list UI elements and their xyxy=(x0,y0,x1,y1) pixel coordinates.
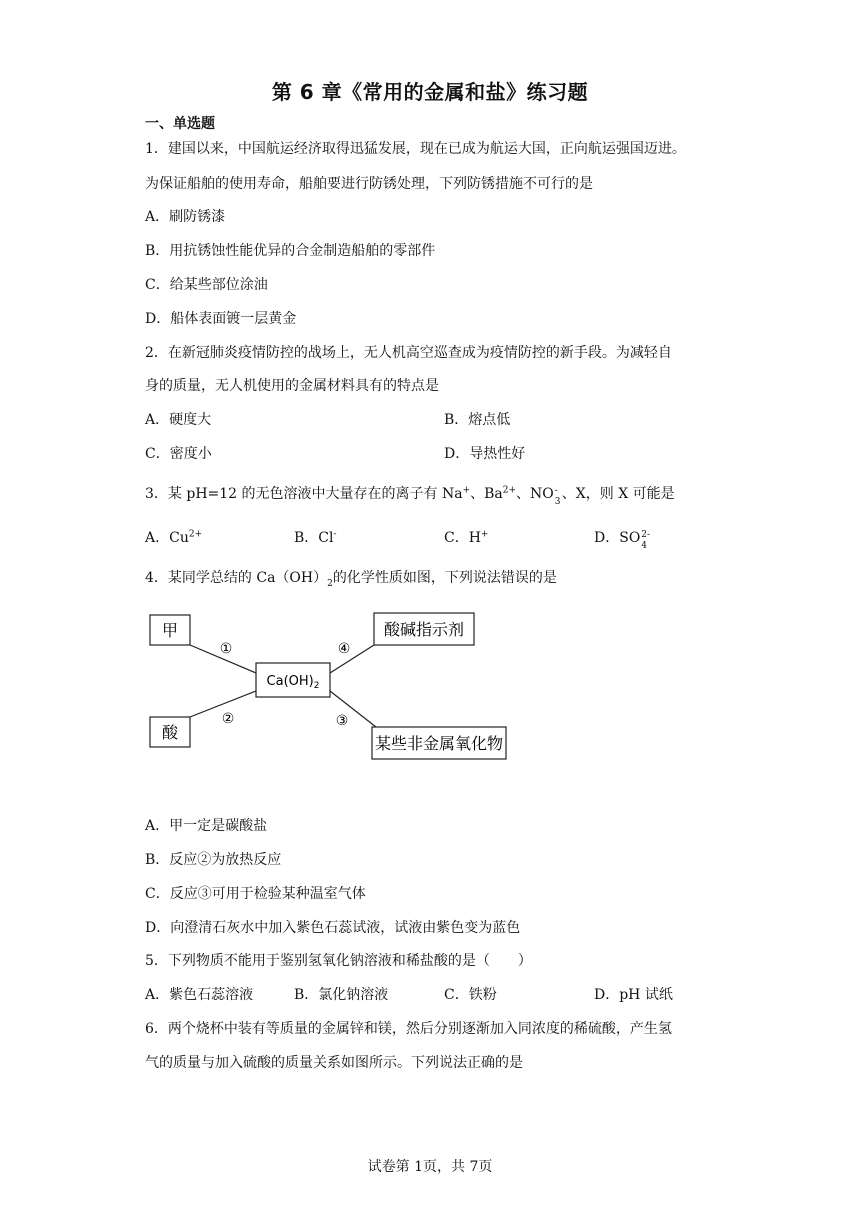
q3-stem-sep1: 、Ba xyxy=(470,486,503,502)
q5-option-d: D．pH 试纸 xyxy=(594,987,673,1003)
q2-stem-line2: 身的质量，无人机使用的金属材料具有的特点是 xyxy=(145,378,439,394)
q3-option-d xyxy=(594,528,651,551)
label-nonmetal-oxide: 某些非金属氧化物 xyxy=(374,734,504,753)
label-caoh2 xyxy=(267,674,320,691)
q4-stem-b: 的化学性质如图，下列说法错误的是 xyxy=(332,570,557,586)
q5-option-a: A．紫色石蕊溶液 xyxy=(145,987,254,1003)
q4-option-b: B．反应②为放热反应 xyxy=(145,852,282,868)
q3-option-d-subscript: 4 xyxy=(641,541,648,551)
q3-stem xyxy=(145,484,675,507)
q3-no3-scripts xyxy=(554,486,562,507)
q3-option-d-charge: 2- xyxy=(641,530,651,540)
q3-option-a-text: A．Cu xyxy=(145,530,189,546)
q4-option-c: C．反应③可用于检验某种温室气体 xyxy=(145,886,366,902)
q1-option-a: A．刷防锈漆 xyxy=(145,209,226,225)
q3-option-a-charge: 2+ xyxy=(188,529,203,540)
q2-option-d: D．导热性好 xyxy=(444,446,526,462)
q3-stem-suffix: 、X，则 X 可能是 xyxy=(561,486,675,502)
q6-stem-line2: 气的质量与加入硫酸的质量关系如图所示。下列说法正确的是 xyxy=(145,1055,523,1071)
q3-no3-subscript: 3 xyxy=(554,497,561,507)
page-title: 第 6 章《常用的金属和盐》练习题 xyxy=(271,80,589,104)
label-indicator: 酸碱指示剂 xyxy=(383,620,465,639)
q1-option-b: B．用抗锈蚀性能优异的合金制造船舶的零部件 xyxy=(145,243,436,259)
label-caoh2-sub: 2 xyxy=(313,681,320,691)
q3-option-c-text: C．H xyxy=(444,530,481,546)
marker-1: ① xyxy=(219,641,233,657)
q4-option-d: D．向澄清石灰水中加入紫色石蕊试液，试液由紫色变为蓝色 xyxy=(145,920,521,936)
q3-stem-sep2: 、NO xyxy=(516,486,554,502)
q3-option-d-scripts xyxy=(640,530,651,551)
marker-3: ③ xyxy=(335,713,349,729)
connector-4 xyxy=(330,645,374,673)
q1-option-d: D．船体表面镀一层黄金 xyxy=(145,311,297,327)
page-footer: 试卷第 1页，共 7页 xyxy=(367,1159,493,1175)
q2-stem-line1: 2．在新冠肺炎疫情防控的战场上，无人机高空巡查成为疫情防控的新手段。为减轻自 xyxy=(145,345,672,361)
q1-stem-line1: 1．建国以来，中国航运经济取得迅猛发展，现在已成为航运大国，正向航运强国迈进。 xyxy=(145,141,686,157)
q3-option-b-charge: - xyxy=(333,529,337,540)
q1-option-c: C．给某些部位涂油 xyxy=(145,277,268,293)
q3-na-charge: + xyxy=(462,485,471,496)
q3-option-b-text: B．Cl xyxy=(294,530,334,546)
q5-stem: 5．下列物质不能用于鉴别氢氧化钠溶液和稀盐酸的是（ ） xyxy=(145,953,532,969)
q2-option-a: A．硬度大 xyxy=(145,412,212,428)
label-caoh2-main: Ca(OH) xyxy=(266,674,314,689)
q1-stem-line2: 为保证船舶的使用寿命，船舶要进行防锈处理，下列防锈措施不可行的是 xyxy=(145,176,593,192)
marker-2: ② xyxy=(221,711,235,727)
marker-4: ④ xyxy=(337,641,351,657)
q4-stem-subscript: 2 xyxy=(327,578,333,589)
q3-stem-prefix: 3．某 pH=12 的无色溶液中大量存在的离子有 Na xyxy=(145,486,463,502)
caoh2-property-diagram xyxy=(140,605,520,765)
q5-option-c: C．铁粉 xyxy=(444,987,497,1003)
label-acid: 酸 xyxy=(161,723,179,742)
q4-option-a: A．甲一定是碳酸盐 xyxy=(145,818,268,834)
q6-stem-line1: 6．两个烧杯中装有等质量的金属锌和镁，然后分别逐渐加入同浓度的稀硫酸，产生氢 xyxy=(145,1021,672,1037)
q5-option-b: B．氯化钠溶液 xyxy=(294,987,389,1003)
q3-option-a xyxy=(145,528,202,548)
q3-option-c xyxy=(444,528,488,548)
q2-option-b: B．熔点低 xyxy=(444,412,511,428)
q3-option-c-charge: + xyxy=(480,529,489,540)
q4-stem-a: 4．某同学总结的 Ca（OH） xyxy=(145,570,328,586)
section-heading: 一、单选题 xyxy=(145,116,215,132)
q3-option-b xyxy=(294,528,337,548)
q3-option-d-text: D．SO xyxy=(594,530,641,546)
q2-option-c: C．密度小 xyxy=(145,446,212,462)
q3-ba-charge: 2+ xyxy=(502,485,517,496)
q4-stem xyxy=(145,568,557,588)
label-jia: 甲 xyxy=(161,621,179,640)
q3-no3-charge: - xyxy=(554,486,558,496)
